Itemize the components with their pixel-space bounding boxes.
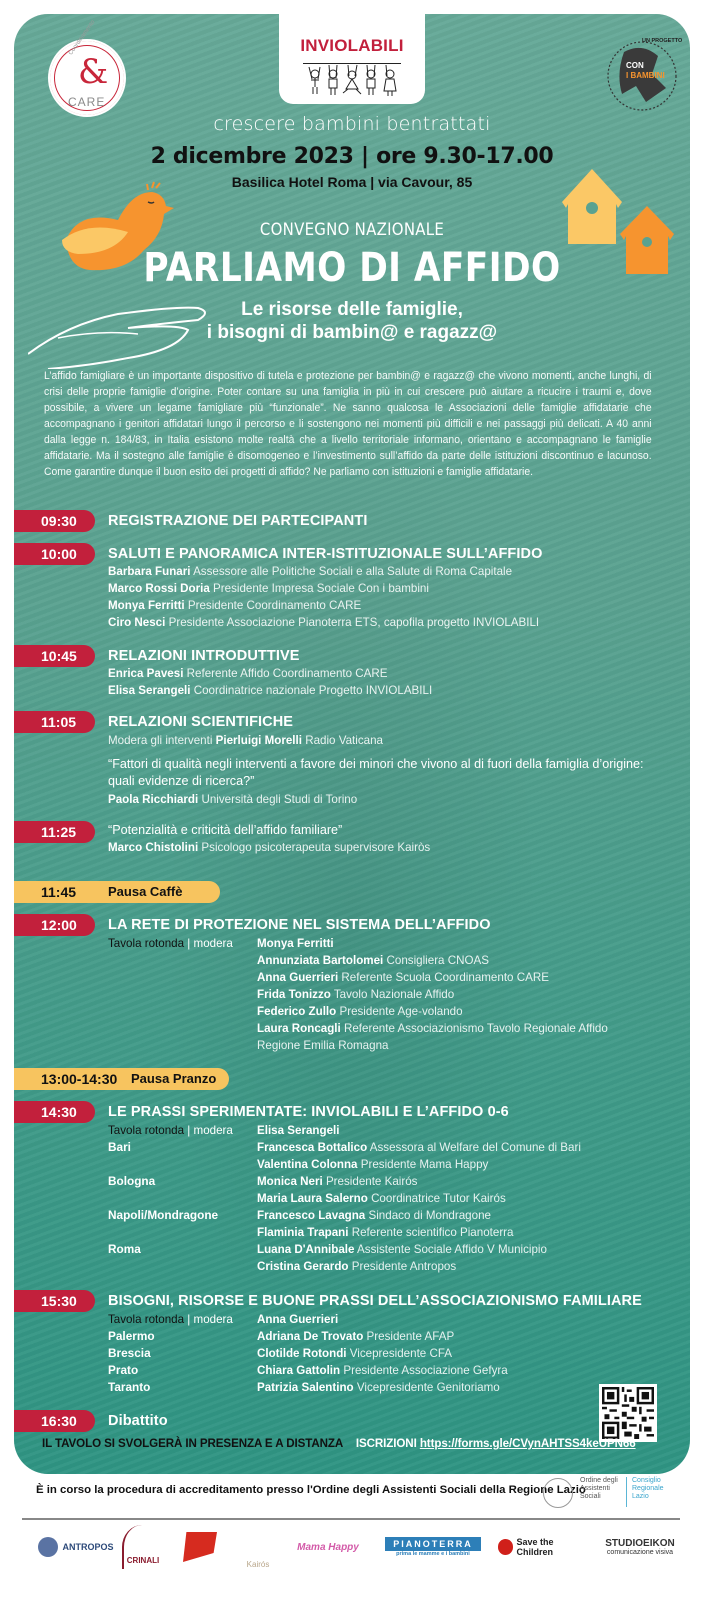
city-label: Palermo	[108, 1329, 155, 1343]
city-label: Prato	[108, 1363, 139, 1377]
city-label: Taranto	[108, 1380, 151, 1394]
qr-code-icon[interactable]	[599, 1384, 657, 1442]
intro-paragraph: L’affido famigliare è un importante dispositivo di tutela e protezione per bambin@ e ragazz@ che vivono momenti, anche lunghi, di crisi delle proprie famiglie d’origine. Poter contare su una famiglia in più in cui crescere può aiutare a ricucire i traumi e, dove possibile, a vivere un legame famigliare più “funzionale”. Ne sanno qualcosa le Associazioni delle famiglie affidatarie che accompagnano i genitori affidatari lungo il percorso e li sostengono nei momenti più difficili e nei passaggi più delicati. A 40 anni dalla legge n. 184/83, in Italia esistono molte realtà che a livello territoriale informano, orientano e accompagnano le famiglie affidatarie. Ma il sostegno alle famiglie è disomogeneo e l’investimento sull’affido da parte delle istituzioni discontinuo e lacunoso. Come garantire dunque il buon esito dei progetti di affido? Ne parliamo con istituzioni e famiglie affidatarie.	[44, 370, 652, 478]
attendance-mode: IL TAVOLO SI SVOLGERÀ IN PRESENZA E A DISTANZA	[42, 1437, 343, 1450]
event-date: 2 dicembre 2023 | ore 9.30-17.00	[150, 144, 554, 169]
speaker-line: Maria Laura Salerno Coordinatrice Tutor Kairós	[257, 1192, 506, 1205]
sponsor-crinali-logo: CRINALI	[122, 1525, 162, 1569]
tagline: crescere bambini bentrattati	[213, 113, 491, 135]
inviolabili-logo	[279, 14, 425, 104]
care-logo	[48, 19, 126, 117]
slot-title-1530: BISOGNI, RISORSE E BUONE PRASSI DELL’ASSOCIAZIONISMO FAMILIARE	[108, 1293, 642, 1309]
talk-quote: “Fattori di qualità negli interventi a favore dei minori che vivono al di fuori della famiglia d’origine: quali evidenze di ricerca?”	[108, 757, 644, 788]
slot-title-1200: LA RETE DI PROTEZIONE NEL SISTEMA DELL’AFFIDO	[108, 917, 491, 933]
moderator-line: Modera gli interventi Pierluigi Morelli Radio Vaticana	[108, 734, 383, 747]
sponsor-save-the-children-logo: Save the Children	[498, 1525, 590, 1569]
moderator-line: Elisa Serangeli	[257, 1124, 340, 1137]
event-venue: Basilica Hotel Roma | via Cavour, 85	[231, 174, 473, 190]
care-logo-arc-text: Coordinamento	[68, 19, 97, 57]
slot-title-1045: RELAZIONI INTRODUTTIVE	[108, 648, 300, 664]
speaker-line: Enrica Pavesi Referente Affido Coordinamento CARE	[108, 667, 388, 680]
moderator-line: Anna Guerrieri	[257, 1313, 339, 1326]
subtitle	[14, 298, 690, 344]
slot-title-1000: SALUTI E PANORAMICA INTER-ISTITUZIONALE SULL’AFFIDO	[108, 546, 543, 562]
speaker-line: Marco Chistolini Psicologo psicoterapeuta supervisore Kairòs	[108, 841, 431, 854]
roundtable-label: Tavola rotonda | modera	[108, 1124, 233, 1137]
oas-logo	[543, 1474, 693, 1514]
care-logo-glyph-icon: &	[78, 52, 109, 92]
time-badge-1430: 14:30	[14, 1101, 95, 1123]
time-badge-1105: 11:05	[14, 711, 95, 733]
svg-text:I BAMBINI: I BAMBINI	[626, 71, 665, 80]
slot-title-1630: Dibattito	[108, 1413, 168, 1429]
oas-divider	[626, 1477, 627, 1507]
slot-title-1430: LE PRASSI SPERIMENTATE: INVIOLABILI E L’AFFIDO 0-6	[108, 1104, 509, 1120]
speaker-line: Chiara Gattolin Presidente Associazione Gefyra	[257, 1364, 508, 1377]
speaker-line: Francesca Bottalico Assessora al Welfare del Comune di Bari	[257, 1141, 581, 1154]
svg-text:CON: CON	[626, 61, 644, 70]
speaker-line: Clotilde Rotondi Vicepresidente CFA	[257, 1347, 453, 1360]
save-the-children-icon	[498, 1539, 513, 1555]
oas-text: Ordine degli Assistenti Sociali	[580, 1477, 618, 1500]
time-badge-1045: 10:45	[14, 645, 95, 667]
slot-title-1105: RELAZIONI SCIENTIFICHE	[108, 714, 294, 730]
speaker-line: Laura Roncagli Referente Associazionismo Tavolo Regionale Affido	[257, 1022, 608, 1035]
speaker-line: Adriana De Trovato Presidente AFAP	[257, 1330, 455, 1343]
consiglio-text: Consiglio Regionale Lazio	[632, 1477, 664, 1500]
registration-link[interactable]: https://forms.gle/CVynAHTSS4keUPN66	[419, 1437, 636, 1450]
speaker-line: Frida Tonizzo Tavolo Nazionale Affido	[257, 988, 455, 1001]
sponsor-studioeikon-logo: STUDIOEIKON comunicazione visiva	[605, 1538, 675, 1556]
oas-tree-icon	[543, 1478, 573, 1508]
inviolabili-title: INVIOLABILI	[300, 36, 404, 55]
coffee-break-badge: 11:45	[14, 881, 220, 903]
registration-line	[42, 1437, 672, 1450]
speaker-line: Barbara Funari Assessore alle Politiche Sociali e alla Salute di Roma Capitale	[108, 565, 513, 578]
city-label: Roma	[108, 1242, 141, 1256]
talk-quote: “Potenzialità e criticità dell’affido familiare”	[108, 823, 343, 837]
speaker-line: Monica Neri Presidente Kairós	[257, 1175, 418, 1188]
care-logo-name: CARE	[68, 95, 106, 109]
city-label: Brescia	[108, 1346, 151, 1360]
sail-icon	[183, 1532, 217, 1562]
speaker-line-continuation: Regione Emilia Romagna	[257, 1039, 389, 1052]
speaker-line: Federico Zullo Presidente Age-volando	[257, 1005, 463, 1018]
subtitle-line-2: i bisogni di bambin@ e ragazz@	[206, 322, 498, 343]
time-badge-1630: 16:30	[14, 1410, 95, 1432]
coffee-break-label: Pausa Caffè	[108, 884, 183, 899]
sponsor-logos	[30, 1525, 690, 1569]
hanging-children-icon	[305, 64, 401, 98]
sponsor-kairos-logo: Kairós	[246, 1560, 270, 1569]
sponsor-mamahappy-logo: Mama Happy	[297, 1541, 359, 1553]
speaker-line: Elisa Serangeli Coordinatrice nazionale Progetto INVIOLABILI	[108, 684, 433, 697]
speaker-line: Annunziata Bartolomei Consigliera CNOAS	[257, 954, 489, 967]
time-badge-1000: 10:00	[14, 543, 95, 565]
time-badge-0930: 09:30	[14, 510, 95, 532]
poster-background	[14, 14, 690, 1474]
speaker-line: Paola Ricchiardi Università degli Studi di Torino	[108, 793, 358, 806]
city-label: Bologna	[108, 1174, 156, 1188]
speaker-line: Francesco Lavagna Sindaco di Mondragone	[257, 1209, 491, 1222]
speaker-line: Monya Ferritti Presidente Coordinamento CARE	[108, 599, 362, 612]
event-kicker: CONVEGNO NAZIONALE	[259, 220, 445, 240]
registration-label: ISCRIZIONI	[355, 1437, 417, 1450]
sponsor-antropos-logo: ANTROPOS	[38, 1525, 114, 1569]
lunch-break-label: Pausa Pranzo	[131, 1071, 217, 1086]
slot-title-0930: REGISTRAZIONE DEI PARTECIPANTI	[108, 513, 368, 529]
roundtable-label: Tavola rotonda | modera	[108, 937, 233, 950]
roundtable-label: Tavola rotonda | modera	[108, 1313, 233, 1326]
footer-divider	[22, 1518, 680, 1520]
speaker-line: Anna Guerrieri Referente Scuola Coordinamento CARE	[257, 971, 549, 984]
moderator-line: Monya Ferritti	[257, 937, 334, 950]
time-badge-1530: 15:30	[14, 1290, 95, 1312]
time-badge-1200: 12:00	[14, 914, 95, 936]
city-label: Bari	[108, 1140, 131, 1154]
lunch-break-badge: 13:00-14:30	[14, 1068, 229, 1090]
speaker-line: Valentina Colonna Presidente Mama Happy	[257, 1158, 489, 1171]
speaker-line: Ciro Nesci Presidente Associazione Pianoterra ETS, capofila progetto INVIOLABILI	[108, 616, 540, 629]
speaker-line: Flaminia Trapani Referente scientifico Pianoterra	[257, 1226, 514, 1239]
con-i-bambini-logo	[602, 34, 682, 114]
svg-text:UN PROGETTO: UN PROGETTO	[642, 38, 682, 44]
time-badge-1125: 11:25	[14, 821, 95, 843]
page-title: PARLIAMO DI AFFIDO	[143, 245, 561, 291]
speaker-line: Marco Rossi Doria Presidente Impresa Sociale Con i bambini	[108, 582, 429, 595]
sponsor-valtistoria-logo	[178, 1525, 222, 1569]
sponsor-pianoterra-logo: PIANOTERRA prima le mamme e i bambini	[385, 1525, 481, 1569]
subtitle-line-1: Le risorse delle famiglie,	[241, 299, 463, 320]
accreditation-note: È in corso la procedura di accreditamento presso l'Ordine degli Assistenti Sociali della Regione Lazio	[36, 1484, 586, 1496]
antropos-icon	[38, 1537, 58, 1557]
city-label: Napoli/Mondragone	[108, 1208, 219, 1222]
speaker-line: Patrizia Salentino Vicepresidente Genitoriamo	[257, 1381, 500, 1394]
speaker-line: Luana D'Annibale Assistente Sociale Affido V Municipio	[257, 1243, 547, 1256]
speaker-line: Cristina Gerardo Presidente Antropos	[257, 1260, 457, 1273]
